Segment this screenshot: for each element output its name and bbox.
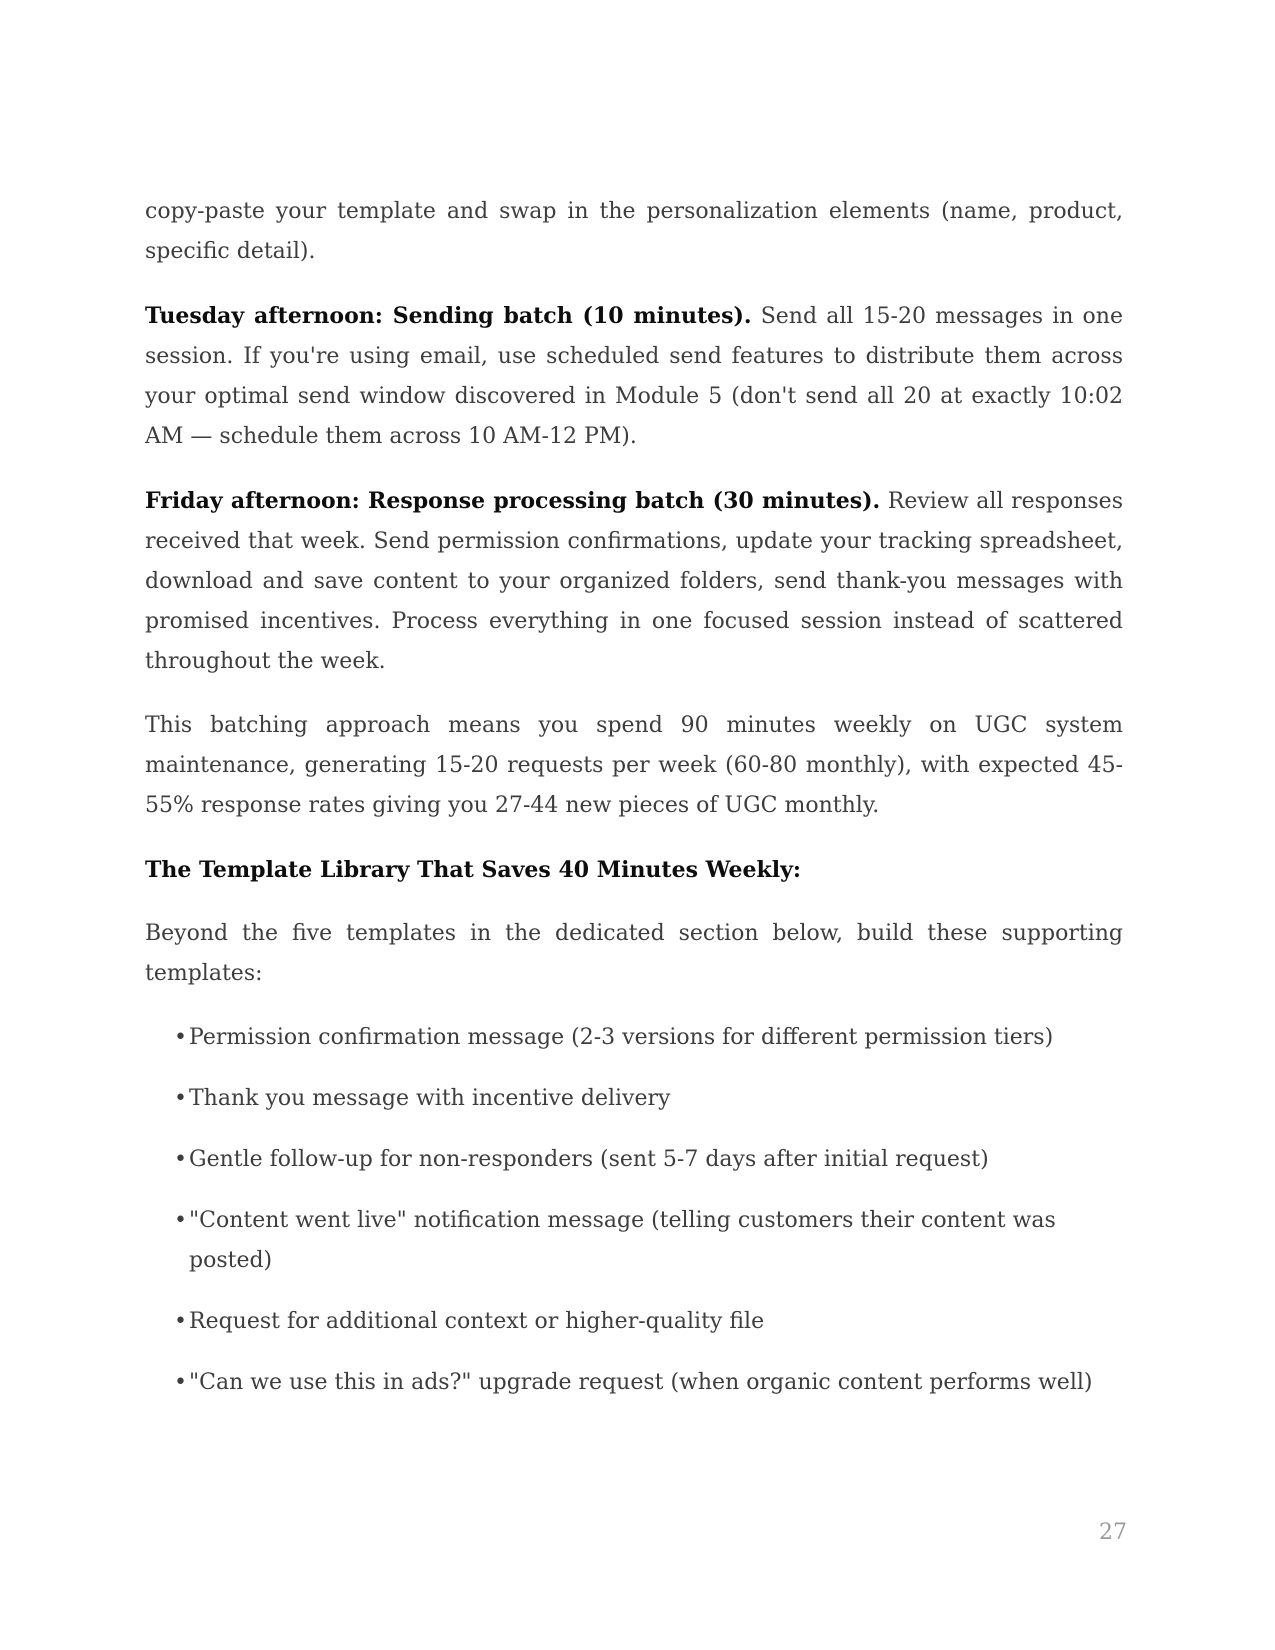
- paragraph-continuation: [145, 192, 1123, 272]
- paragraph-tuesday-batch: [145, 296, 1123, 457]
- paragraph-text: Send all 15-20 messages in one session. If you're using email, use scheduled send features to distribute them across your optimal send window discovered in Module 5 (don't send all 20 at exactly 10:02 AM — schedule them across 10 AM-12 PM).: [145, 304, 1123, 449]
- list-item: • "Content went live" notification message (telling customers their content was posted): [145, 1201, 1123, 1281]
- paragraph-batching-summary: [145, 706, 1123, 826]
- list-item: • Gentle follow-up for non-responders (sent 5-7 days after initial request): [145, 1140, 1123, 1180]
- list-item: • Permission confirmation message (2-3 versions for different permission tiers): [145, 1018, 1123, 1058]
- list-item: • "Can we use this in ads?" upgrade request (when organic content performs well): [145, 1363, 1123, 1403]
- paragraph-text: copy-paste your template and swap in the personalization elements (name, product, specific detail).: [145, 199, 1123, 264]
- paragraph-template-intro: [145, 914, 1123, 994]
- list-item: • Thank you message with incentive delivery: [145, 1079, 1123, 1119]
- paragraph-text: Beyond the five templates in the dedicated section below, build these supporting templates:: [145, 921, 1123, 986]
- paragraph-lead-bold: Friday afternoon: Response processing batch (30 minutes).: [145, 488, 881, 514]
- list-item: • Request for additional context or higher-quality file: [145, 1302, 1123, 1342]
- section-heading: The Template Library That Saves 40 Minutes Weekly:: [145, 857, 802, 883]
- paragraph-text: This batching approach means you spend 90 minutes weekly on UGC system maintenance, generating 15-20 requests per week (60-80 monthly), with expected 45-55% response rates giving you 27-44 new pieces of UGC monthly.: [145, 713, 1123, 818]
- page-content: [145, 192, 1123, 1403]
- paragraph-text: Review all responses received that week. Send permission confirmations, update your tracking spreadsheet, download and save content to your organized folders, send thank-you messages with promised incentives. Process everything in one focused session instead of scattered throughout the week.: [145, 489, 1123, 674]
- template-list: [145, 1018, 1123, 1403]
- paragraph-lead-bold: Tuesday afternoon: Sending batch (10 minutes).: [145, 303, 752, 329]
- page-number: 27: [1099, 1520, 1127, 1545]
- paragraph-friday-batch: [145, 481, 1123, 682]
